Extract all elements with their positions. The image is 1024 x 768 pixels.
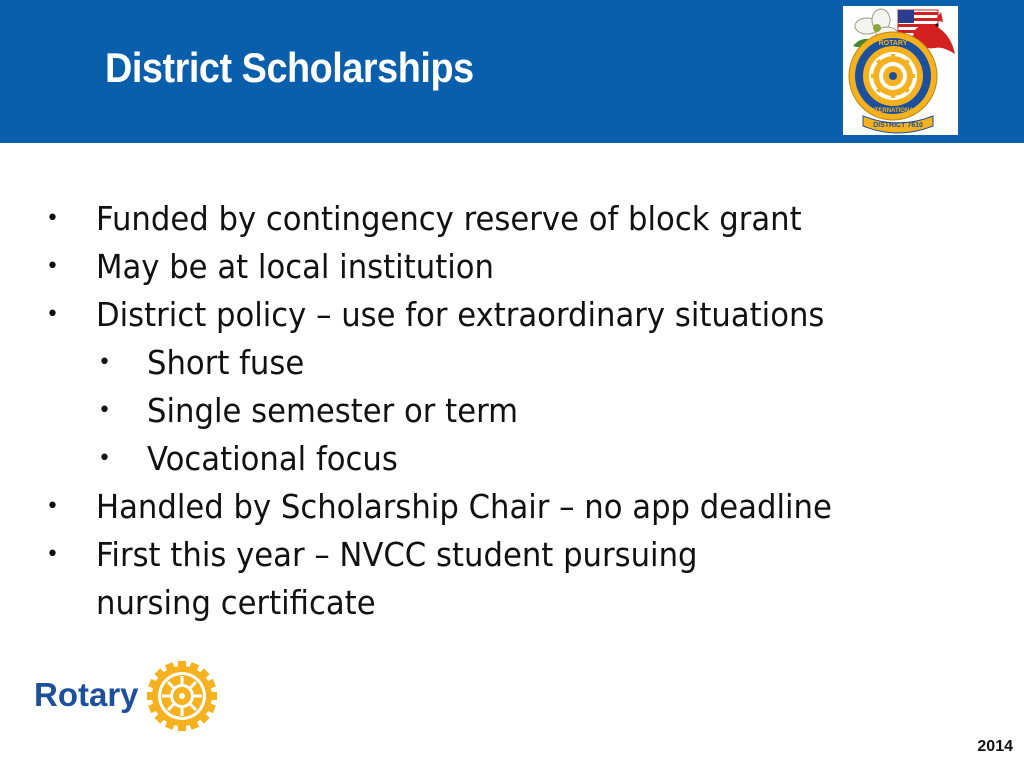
- bullet-text: District policy – use for extraordinary situations: [96, 295, 825, 334]
- bullet-dot: •: [46, 206, 59, 231]
- sub-bullet-text: Vocational focus: [147, 439, 398, 478]
- bullet-text: Funded by contingency reserve of block grant: [96, 199, 802, 238]
- bullet-dot: •: [46, 494, 59, 519]
- bullet-item: [0, 291, 1024, 339]
- sub-bullet-item: [0, 387, 1024, 435]
- bullet-text: nursing certificate: [96, 583, 376, 622]
- slide-title: District Scholarships: [105, 44, 474, 91]
- footer-year: 2014: [977, 738, 1013, 755]
- emblem-top-text: ROTARY: [878, 40, 908, 47]
- bullet-continuation: [0, 579, 1024, 627]
- emblem-ring-text: INTERNATIONAL: [868, 108, 918, 114]
- rotary-footer-logo: [34, 660, 224, 732]
- district-logo: [843, 6, 958, 135]
- district-banner-text: DISTRICT 7610: [873, 122, 923, 129]
- bullet-text: First this year – NVCC student pursuing: [96, 535, 698, 574]
- rotary-wordmark: Rotary: [34, 676, 139, 713]
- bullet-dot: •: [46, 254, 59, 279]
- bullet-item: [0, 243, 1024, 291]
- bullet-dot: •: [98, 446, 111, 471]
- bullet-dot: •: [98, 350, 111, 375]
- bullet-item: [0, 483, 1024, 531]
- title-bar: [0, 0, 1024, 143]
- sub-bullet-item: [0, 339, 1024, 387]
- sub-bullet-text: Single semester or term: [147, 391, 519, 430]
- bullet-list: [0, 195, 1024, 627]
- bullet-item: [0, 531, 1024, 579]
- bullet-item: [0, 195, 1024, 243]
- bullet-dot: •: [98, 398, 111, 423]
- sub-bullet-text: Short fuse: [147, 343, 305, 382]
- sub-bullet-item: [0, 435, 1024, 483]
- bullet-dot: •: [46, 302, 59, 327]
- bullet-dot: •: [46, 542, 59, 567]
- bullet-text: May be at local institution: [96, 247, 494, 286]
- rotary-wheel-icon: [146, 660, 218, 732]
- bullet-text: Handled by Scholarship Chair – no app deadline: [96, 487, 832, 526]
- rotary-emblem-icon: [849, 32, 937, 120]
